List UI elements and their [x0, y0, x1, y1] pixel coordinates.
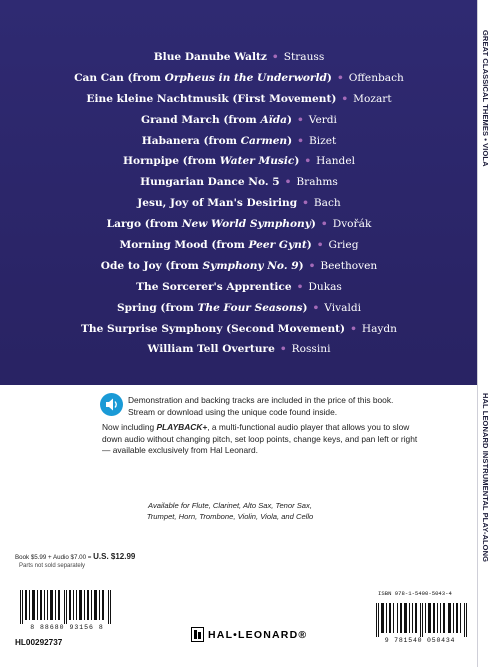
separator-bullet: • [336, 71, 344, 84]
composer-name: Bizet [308, 134, 337, 147]
song-title-italic: New World Symphony [181, 218, 311, 231]
composer-name: Bach [313, 197, 341, 210]
available-for [130, 500, 330, 522]
separator-bullet: • [296, 113, 304, 126]
composer-name: Verdi [308, 113, 337, 126]
song-title-italic: The Four Seasons [197, 301, 303, 314]
song-title: William Tell Overture [147, 343, 275, 356]
separator-bullet: • [316, 239, 324, 252]
price-detail: Book $5.99 + Audio $7.00 = [15, 554, 94, 561]
composer-name: Strauss [283, 51, 325, 63]
song-title-italic: Carmen [240, 134, 288, 147]
separator-bullet: • [304, 155, 312, 168]
demo-note [102, 395, 422, 418]
price-total: U.S. $12.99 [93, 552, 136, 561]
song-title-end: ) [287, 134, 293, 147]
song-title-italic: Aïda [260, 113, 287, 126]
separator-bullet: • [284, 176, 292, 189]
available-line-1: Available for Flute, Clarinet, Alto Sax, Tenor Sax, [148, 501, 312, 510]
song-title: Eine kleine Nachtmusik (First Movement) [86, 92, 337, 105]
song-title-italic: Symphony No. 9 [202, 259, 299, 272]
separator-bullet: • [271, 51, 279, 63]
composer-name: Handel [316, 155, 355, 168]
contents-item [0, 193, 478, 214]
contents-item [0, 110, 478, 131]
separator-bullet: • [296, 280, 304, 293]
hal-leonard-logo-icon [191, 627, 321, 645]
contents-item [0, 277, 478, 298]
contents-item [0, 89, 478, 110]
song-title-end: ) [306, 239, 312, 252]
song-title: Largo (from [106, 218, 182, 231]
song-title: Habanera (from [141, 134, 241, 147]
upc-number: 8 88680 93156 8 [30, 624, 104, 631]
hl-mark-icon [191, 627, 204, 642]
separator-bullet: • [312, 301, 320, 314]
song-title: Morning Mood (from [119, 239, 249, 252]
playback-brand: PLAYBACK+ [156, 422, 208, 432]
song-title-end: ) [298, 259, 304, 272]
separator-bullet: • [279, 343, 287, 356]
demo-line-2: Stream or download using the unique code found inside. [128, 406, 338, 417]
contents-list [0, 47, 478, 360]
separator-bullet: • [350, 322, 357, 335]
song-title: Grand March (from [141, 113, 261, 126]
song-title: Spring (from [116, 301, 198, 314]
contents-item [0, 47, 478, 68]
song-title: The Surprise Symphony (Second Movement) [81, 322, 346, 335]
separator-bullet: • [302, 197, 309, 210]
spine [477, 0, 500, 667]
composer-name: Offenbach [348, 71, 404, 84]
playback-rest: , a multi-functional audio player that allows you to slow down audio without changing pitch, set loop points, change keys, and pan left or right — available exclusively from Hal Leonard. [102, 422, 418, 456]
separator-bullet: • [297, 134, 304, 147]
composer-name: Haydn [361, 322, 397, 335]
composer-name: Brahms [296, 176, 338, 189]
spine-title: GREAT CLASSICAL THEMES • VIOLA [481, 30, 490, 167]
contents-item [0, 235, 478, 256]
composer-name: Grieg [328, 239, 359, 252]
isbn: ISBN 978-1-5400-5043-4 [378, 590, 452, 597]
hl-number: HL00292737 [15, 638, 63, 647]
song-title: Jesu, Joy of Man's Desiring [137, 197, 298, 210]
contents-item [0, 68, 478, 89]
spine-series: HAL LEONARD INSTRUMENTAL PLAY-ALONG [481, 393, 490, 563]
playback-prefix: Now including [102, 422, 157, 432]
composer-name: Vivaldi [324, 301, 362, 314]
song-title-italic: Peer Gynt [248, 239, 307, 252]
composer-name: Dvořák [332, 218, 372, 231]
separator-bullet: • [320, 218, 328, 231]
separator-bullet: • [308, 259, 316, 272]
song-title-end: ) [294, 155, 300, 168]
song-title: Blue Danube Waltz [153, 51, 267, 63]
song-title: Ode to Joy (from [100, 259, 203, 272]
parts-note: Parts not sold separately [19, 563, 86, 569]
upc-barcode [20, 590, 112, 624]
contents-item [0, 214, 478, 235]
song-title-end: ) [286, 113, 292, 126]
song-title-end: ) [310, 218, 316, 231]
song-title-end: ) [302, 301, 308, 314]
contents-item [0, 256, 478, 277]
song-title-italic: Water Music [219, 155, 295, 168]
composer-name: Dukas [308, 280, 342, 293]
composer-name: Mozart [353, 92, 392, 105]
isbn-digits: 9 781540 050434 [384, 637, 456, 644]
contents-item [0, 319, 478, 340]
contents-item [0, 172, 478, 193]
price-line [15, 552, 135, 561]
song-title: Hornpipe (from [123, 155, 220, 168]
composer-name: Rossini [291, 343, 331, 356]
publisher-logo-text: HAL•LEONARD® [208, 629, 308, 641]
playback-description [102, 422, 422, 457]
song-title-italic: Orpheus in the Underworld [164, 71, 327, 84]
contents-item [0, 151, 478, 172]
song-title-end: ) [326, 71, 332, 84]
song-title: The Sorcerer's Apprentice [136, 280, 292, 293]
contents-item [0, 339, 478, 360]
composer-name: Beethoven [320, 259, 378, 272]
demo-line-1: Demonstration and backing tracks are included in the price of this book. [128, 395, 394, 405]
contents-item [0, 298, 478, 319]
song-title: Can Can (from [74, 71, 165, 84]
separator-bullet: • [341, 92, 349, 105]
available-line-2: Trumpet, Horn, Trombone, Violin, Viola, and Cello [146, 512, 314, 522]
song-title: Hungarian Dance No. 5 [140, 176, 280, 189]
contents-item [0, 131, 478, 152]
info-panel [0, 385, 478, 667]
isbn-barcode [376, 603, 468, 637]
